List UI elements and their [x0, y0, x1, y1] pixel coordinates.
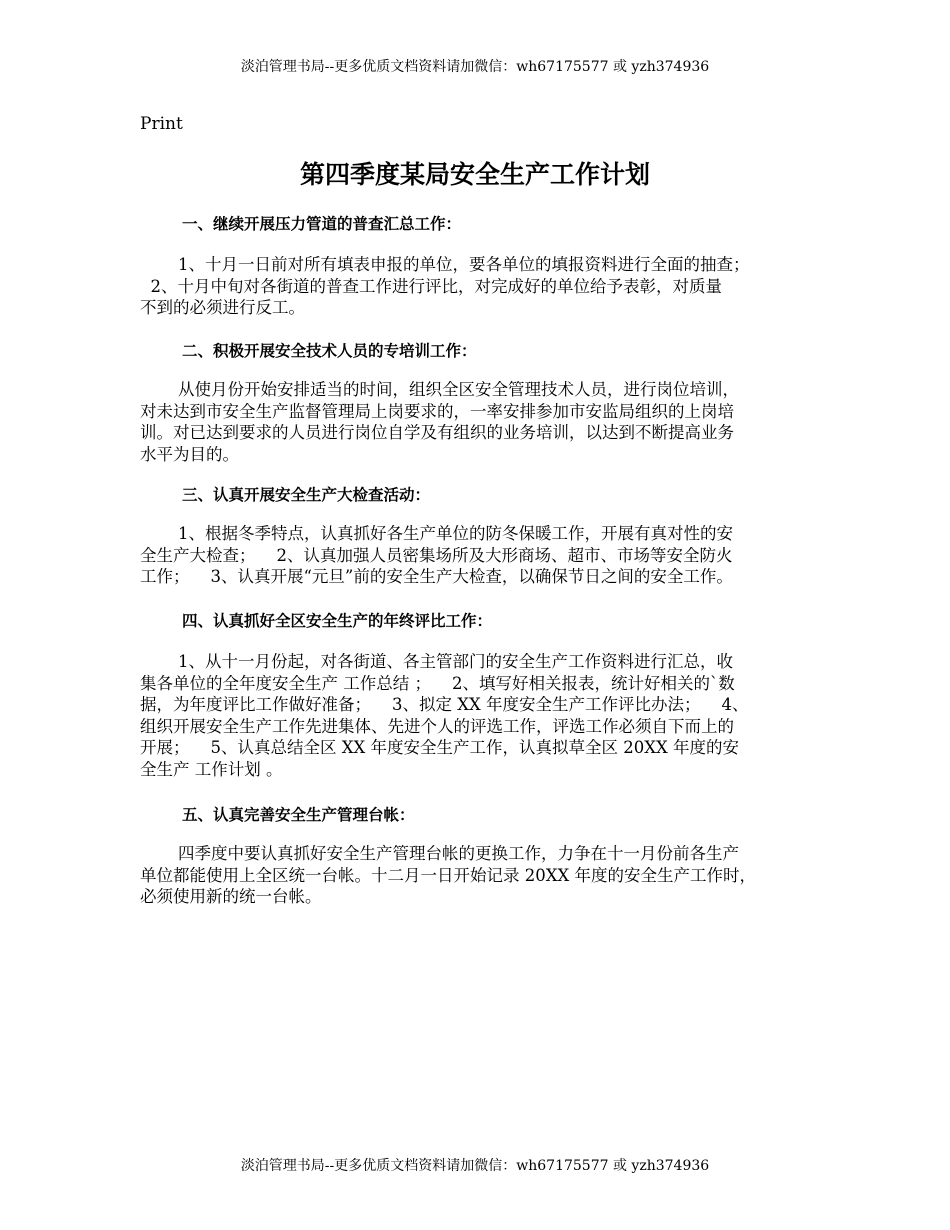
section-body — [140, 254, 816, 319]
section-body — [140, 379, 816, 465]
text-line: 1、根据冬季特点，认真抓好各生产单位的防冬保暖工作，开展有真对性的安 — [178, 524, 733, 543]
text-line: 1、从十一月份起，对各街道、各主管部门的安全生产工作资料进行汇总，收 — [178, 652, 733, 671]
section-body — [140, 651, 816, 780]
text-line: 训。对已达到要求的人员进行岗位自学及有组织的业务培训，以达到不断提高业务 — [140, 423, 734, 442]
document-title: 第四季度某局安全生产工作计划 — [299, 160, 650, 189]
text-line: 必须使用新的统一台帐。 — [140, 887, 322, 906]
text-line: 集各单位的全年度安全生产 工作总结 ； 2、填写好相关报表，统计好相关的`数 — [140, 673, 735, 693]
section-heading: 一、继续开展压力管道的普查汇总工作： — [182, 215, 462, 233]
text-line: 2、十月中旬对各街道的普查工作进行评比，对完成好的单位给予表彰，对质量 — [140, 276, 722, 296]
text-line: 单位都能使用上全区统一台帐。十二月一日开始记录 20XX 年度的安全生产工作时， — [140, 865, 756, 885]
page-header: 淡泊管理书局--更多优质文档资料请加微信：wh67175577 或 yzh374936 — [240, 59, 710, 75]
section-heading: 二、积极开展安全技术人员的专培训工作： — [182, 342, 477, 360]
section-heading: 五、认真完善安全生产管理台帐： — [182, 806, 415, 824]
text-line: 对未达到市安全生产监督管理局上岗要求的，一率安排参加市安监局组织的上岗培 — [140, 401, 734, 421]
text-line: 据，为年度评比工作做好准备； 3、拟定 XX 年度安全生产工作评比办法； 4、 — [140, 695, 749, 714]
text-line: 全生产 工作计划 。 — [140, 759, 283, 779]
text-line: 从使月份开始安排适当的时间，组织全区安全管理技术人员，进行岗位培训， — [178, 380, 739, 399]
text-line: 水平为目的。 — [140, 444, 239, 464]
text-line: 四季度中要认真抓好安全生产管理台帐的更换工作，力争在十一月份前各生产 — [178, 844, 739, 863]
section-body — [140, 523, 816, 588]
section-heading: 四、认真抓好全区安全生产的年终评比工作： — [182, 612, 493, 630]
section-body — [140, 843, 816, 908]
text-line: 开展； 5、认真总结全区 XX 年度安全生产工作，认真拟草全区 20XX 年度的安 — [140, 738, 739, 757]
section-heading: 三、认真开展安全生产大检查活动： — [182, 486, 431, 504]
text-line: 1、十月一日前对所有填表申报的单位，要各单位的填报资料进行全面的抽查； — [178, 255, 750, 274]
text-line: 工作； 3、认真开展“元旦”前的安全生产大检查，以确保节日之间的安全工作。 — [140, 567, 733, 586]
text-line: 组织开展安全生产工作先进集体、先进个人的评选工作，评选工作必须自下而上的 — [140, 716, 734, 736]
text-line: 不到的必须进行反工。 — [140, 298, 305, 317]
text-line: 全生产大检查； 2、认真加强人员密集场所及大形商场、超市、市场等安全防火 — [140, 545, 733, 565]
print-label: Print — [140, 114, 183, 134]
page-footer: 淡泊管理书局--更多优质文档资料请加微信：wh67175577 或 yzh374936 — [240, 1158, 710, 1174]
